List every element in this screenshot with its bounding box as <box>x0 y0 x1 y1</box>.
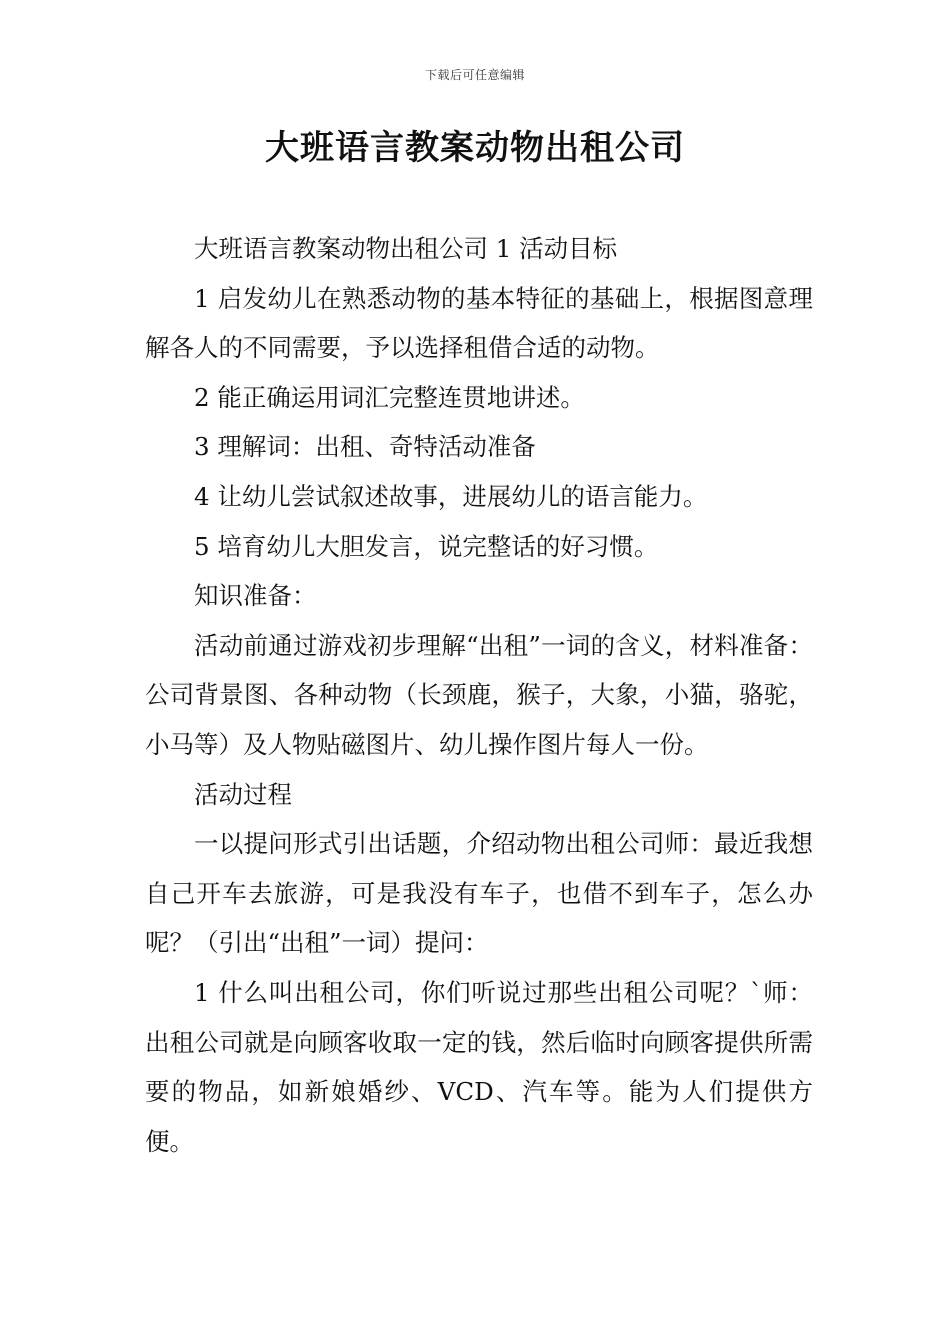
paragraph-goal-4: 4 让幼儿尝试叙述故事，进展幼儿的语言能力。 <box>194 481 708 511</box>
paragraph-process-heading: 活动过程 <box>194 779 292 809</box>
paragraph-goal-5: 5 培育幼儿大胆发言，说完整话的好习惯。 <box>194 531 659 561</box>
paragraph-preparation: 活动前通过游戏初步理解“出租”一词的含义，材料准备：公司背景图、各种动物（长颈鹿，猴子，大象，小猫，骆驼，小马等）及人物贴磁图片、幼儿操作图片每人一份。 <box>145 630 813 759</box>
paragraph-question-1: 1 什么叫出租公司，你们听说过那些出租公司呢？`师：出租公司就是向顾客收取一定的钱，然后临时向顾客提供所需要的物品，如新娘婚纱、VCD、汽车等。能为人们提供方便。 <box>145 977 813 1156</box>
header-note: 下载后可任意编辑 <box>424 68 525 82</box>
paragraph-step-1: 一以提问形式引出话题，介绍动物出租公司师：最近我想自己开车去旅游，可是我没有车子，也借不到车子，怎么办呢？（引出“出租”一词）提问： <box>145 829 813 958</box>
paragraph-goal-3: 3 理解词：出租、奇特活动准备 <box>194 432 536 462</box>
document-body <box>145 224 813 1166</box>
paragraph-goal-1: 1 启发幼儿在熟悉动物的基本特征的基础上，根据图意理解各人的不同需要，予以选择租借合适的动物。 <box>145 283 813 363</box>
document-title: 大班语言教案动物出租公司 <box>265 128 685 168</box>
paragraph-knowledge-heading: 知识准备： <box>194 581 317 611</box>
paragraph-goal-2: 2 能正确运用词汇完整连贯地讲述。 <box>194 382 585 412</box>
paragraph-intro: 大班语言教案动物出租公司 1 活动目标 <box>194 234 618 263</box>
